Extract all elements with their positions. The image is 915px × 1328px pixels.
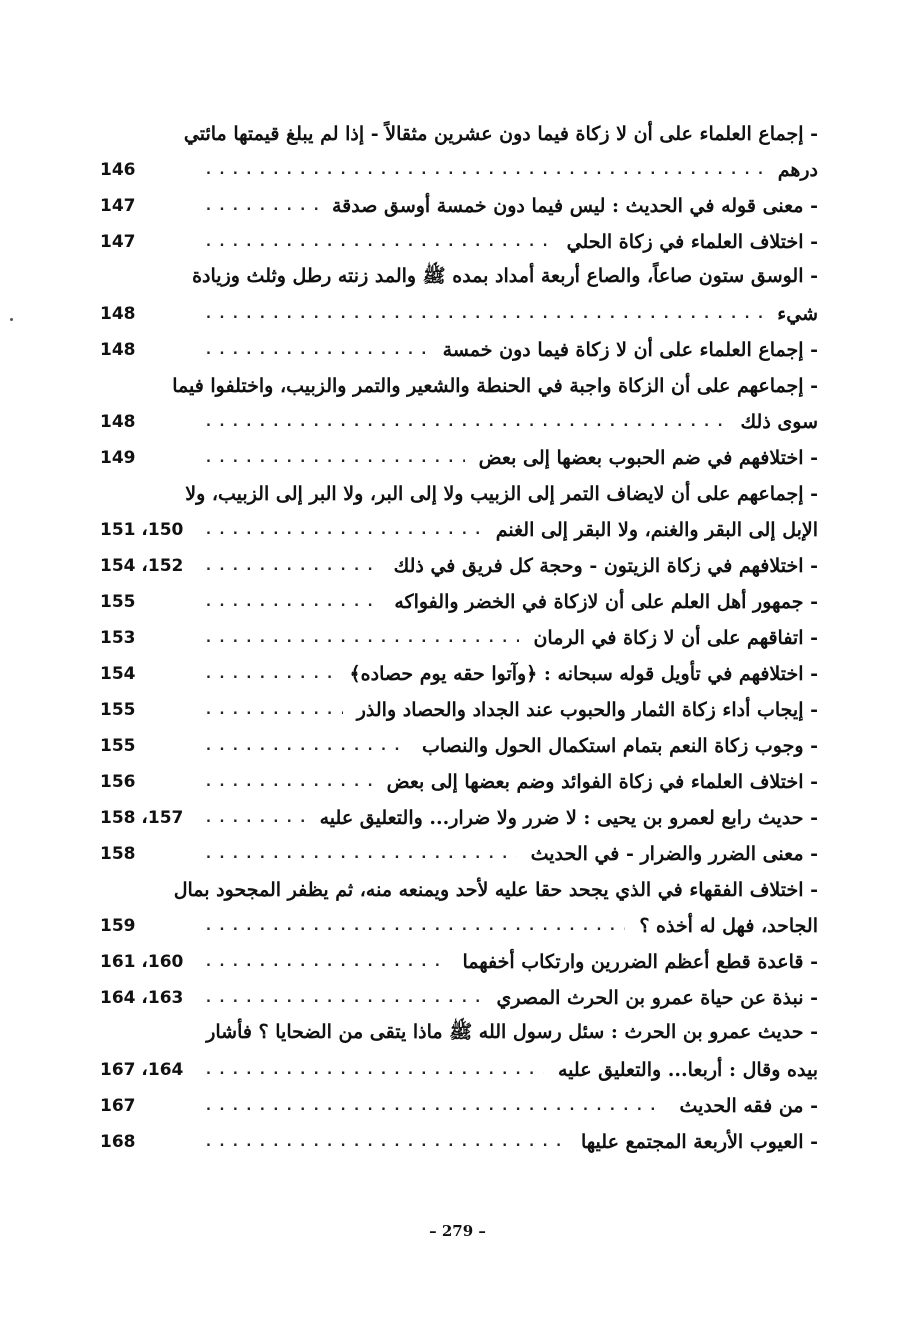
leader-dots bbox=[206, 739, 408, 754]
leader-dots bbox=[206, 1063, 544, 1078]
toc-page-number: 163، 164 bbox=[100, 988, 184, 1008]
toc-entry-line bbox=[96, 1088, 818, 1124]
toc-entry-text: - معنى الضرر والضرار - في الحديث bbox=[530, 843, 818, 865]
toc-entry-text: - حديث رابع لعمرو بن يحيى : لا ضرر ولا ضرار... والتعليق عليه bbox=[319, 807, 818, 829]
toc-entry-text: - إجماعهم على أن لايضاف التمر إلى الزبيب ولا إلى البر، ولا البر إلى الزبيب، ولا bbox=[185, 483, 818, 505]
toc-entry-text: درهم bbox=[777, 159, 818, 181]
toc-entry-line bbox=[96, 224, 818, 260]
toc-entry-line bbox=[96, 980, 818, 1016]
toc-entry-text: - إجماع العلماء على أن لا زكاة فيما دون عشرين مثقالاً - إذا لم يبلغ قيمتها مائتي bbox=[183, 123, 818, 145]
toc-entry-text: - اتفاقهم على أن لا زكاة في الرمان bbox=[533, 627, 818, 649]
toc-entry-text: - من فقه الحديث bbox=[679, 1095, 818, 1117]
toc-entry-text: - اختلافهم في ضم الحبوب بعضها إلى بعض bbox=[478, 447, 818, 469]
toc-entry-line bbox=[96, 872, 818, 908]
toc-entry-line bbox=[96, 1052, 818, 1088]
toc-entry-text: - العيوب الأربعة المجتمع عليها bbox=[581, 1131, 818, 1153]
toc-page-number: 148 bbox=[100, 412, 136, 432]
toc-page-number: 168 bbox=[100, 1132, 136, 1152]
leader-dots bbox=[206, 775, 373, 790]
toc-entry-text: - اختلافهم في زكاة الزيتون - وحجة كل فريق في ذلك bbox=[393, 555, 818, 577]
toc-entry-text: الإبل إلى البقر والغنم، ولا البقر إلى الغنم bbox=[495, 519, 818, 541]
toc-entry-line bbox=[96, 944, 818, 980]
toc-entry-line bbox=[96, 620, 818, 656]
toc-page-number: 148 bbox=[100, 340, 136, 360]
toc-page-number: 155 bbox=[100, 736, 136, 756]
leader-dots bbox=[206, 667, 336, 682]
toc-page-number: 155 bbox=[100, 700, 136, 720]
toc-entry-line bbox=[96, 116, 818, 152]
leader-dots bbox=[206, 955, 448, 970]
toc-page-number: 147 bbox=[100, 196, 136, 216]
toc-entry-line bbox=[96, 152, 818, 188]
leader-dots bbox=[206, 451, 465, 466]
toc-page-number: 156 bbox=[100, 772, 136, 792]
toc-entry-text: - اختلاف العلماء في زكاة الفوائد وضم بعضها إلى بعض bbox=[386, 771, 818, 793]
toc-page-number: 167 bbox=[100, 1096, 136, 1116]
leader-dots bbox=[206, 235, 553, 250]
toc-page-number: 146 bbox=[100, 160, 136, 180]
toc-entry-line bbox=[96, 584, 818, 620]
leader-dots bbox=[206, 1135, 567, 1150]
leader-dots bbox=[206, 919, 625, 934]
toc-entry-text: الجاحد، فهل له أخذه ؟ bbox=[639, 915, 818, 937]
leader-dots bbox=[206, 163, 764, 178]
toc-page-number: 149 bbox=[100, 448, 136, 468]
leader-dots bbox=[206, 523, 482, 538]
toc-entry-text: - إجماعهم على أن الزكاة واجبة في الحنطة والشعير والتمر والزبيب، واختلفوا فيما bbox=[172, 375, 818, 397]
toc-entry-line bbox=[96, 1124, 818, 1160]
toc-entry-line bbox=[96, 728, 818, 764]
toc-entry-line bbox=[96, 692, 818, 728]
toc-entry-line bbox=[96, 368, 818, 404]
toc-entry-text: - جمهور أهل العلم على أن لازكاة في الخضر والفواكه bbox=[394, 591, 818, 613]
toc-entry-line bbox=[96, 548, 818, 584]
leader-dots bbox=[206, 199, 318, 214]
toc-entry-line bbox=[96, 1016, 818, 1052]
scan-speck bbox=[10, 318, 13, 321]
toc-entry-text: - الوسق ستون صاعاً، والصاع أربعة أمداد بمده ﷺ والمد زنته رطل وثلث وزيادة bbox=[192, 265, 818, 287]
toc-page-number: 159 bbox=[100, 916, 136, 936]
toc-page-number: 158 bbox=[100, 844, 136, 864]
toc-page-number: 150، 151 bbox=[100, 520, 184, 540]
toc-entry-text: - قاعدة قطع أعظم الضررين وارتكاب أخفهما bbox=[462, 951, 818, 973]
toc-page-number: 148 bbox=[100, 304, 136, 324]
leader-dots bbox=[206, 847, 517, 862]
leader-dots bbox=[206, 343, 429, 358]
leader-dots bbox=[206, 703, 343, 718]
toc-entry-text: - معنى قوله في الحديث : ليس فيما دون خمسة أوسق صدقة bbox=[331, 195, 818, 217]
toc-entry-line bbox=[96, 476, 818, 512]
toc-page-number: 157، 158 bbox=[100, 808, 184, 828]
toc-entry-line bbox=[96, 404, 818, 440]
leader-dots bbox=[206, 991, 483, 1006]
page-number-footer: – 279 – bbox=[429, 1222, 486, 1240]
toc-page-number: 147 bbox=[100, 232, 136, 252]
toc-entry-text: شيء bbox=[777, 303, 818, 325]
leader-dots bbox=[206, 595, 380, 610]
toc-entry-line bbox=[96, 908, 818, 944]
toc-page-number: 155 bbox=[100, 592, 136, 612]
leader-dots bbox=[206, 1099, 665, 1114]
toc-entry-text: - اختلاف العلماء في زكاة الحلي bbox=[566, 231, 818, 253]
toc-entry-line bbox=[96, 764, 818, 800]
toc-entry-text: سوى ذلك bbox=[740, 411, 818, 433]
toc-entry-line bbox=[96, 260, 818, 296]
toc-entry-line bbox=[96, 656, 818, 692]
toc-entry-text: - وجوب زكاة النعم بتمام استكمال الحول والنصاب bbox=[421, 735, 818, 757]
leader-dots bbox=[206, 811, 306, 826]
toc-page-number: 154 bbox=[100, 664, 136, 684]
toc-entry-line bbox=[96, 332, 818, 368]
leader-dots bbox=[206, 631, 519, 646]
toc-entry-text: - اختلافهم في تأويل قوله سبحانه : ﴿وآتوا حقه يوم حصاده﴾ bbox=[349, 663, 818, 685]
toc-entry-text: بيده وقال : أربعا... والتعليق عليه bbox=[558, 1059, 818, 1081]
toc-page-number: 152، 154 bbox=[100, 556, 184, 576]
toc-entry-text: - اختلاف الفقهاء في الذي يجحد حقا عليه لأحد ويمنعه منه، ثم يظفر المجحود بمال bbox=[173, 879, 818, 901]
toc-entry-line bbox=[96, 512, 818, 548]
toc-entry-line bbox=[96, 440, 818, 476]
toc-entry-line bbox=[96, 800, 818, 836]
leader-dots bbox=[206, 559, 380, 574]
table-of-contents bbox=[96, 116, 818, 1160]
toc-entry-line bbox=[96, 836, 818, 872]
toc-page-number: 153 bbox=[100, 628, 136, 648]
leader-dots bbox=[206, 415, 727, 430]
toc-entry-text: - حديث عمرو بن الحرث : سئل رسول الله ﷺ ماذا يتقى من الضحايا ؟ فأشار bbox=[206, 1021, 818, 1043]
toc-entry-line bbox=[96, 188, 818, 224]
toc-entry-line bbox=[96, 296, 818, 332]
toc-entry-text: - إيجاب أداء زكاة الثمار والحبوب عند الجداد والحصاد والذر bbox=[356, 699, 818, 721]
toc-page-number: 164، 167 bbox=[100, 1060, 184, 1080]
toc-entry-text: - إجماع العلماء على أن لا زكاة فيما دون خمسة bbox=[442, 339, 818, 361]
toc-entry-text: - نبذة عن حياة عمرو بن الحرث المصري bbox=[496, 987, 818, 1009]
leader-dots bbox=[206, 307, 763, 322]
toc-page-number: 160، 161 bbox=[100, 952, 184, 972]
